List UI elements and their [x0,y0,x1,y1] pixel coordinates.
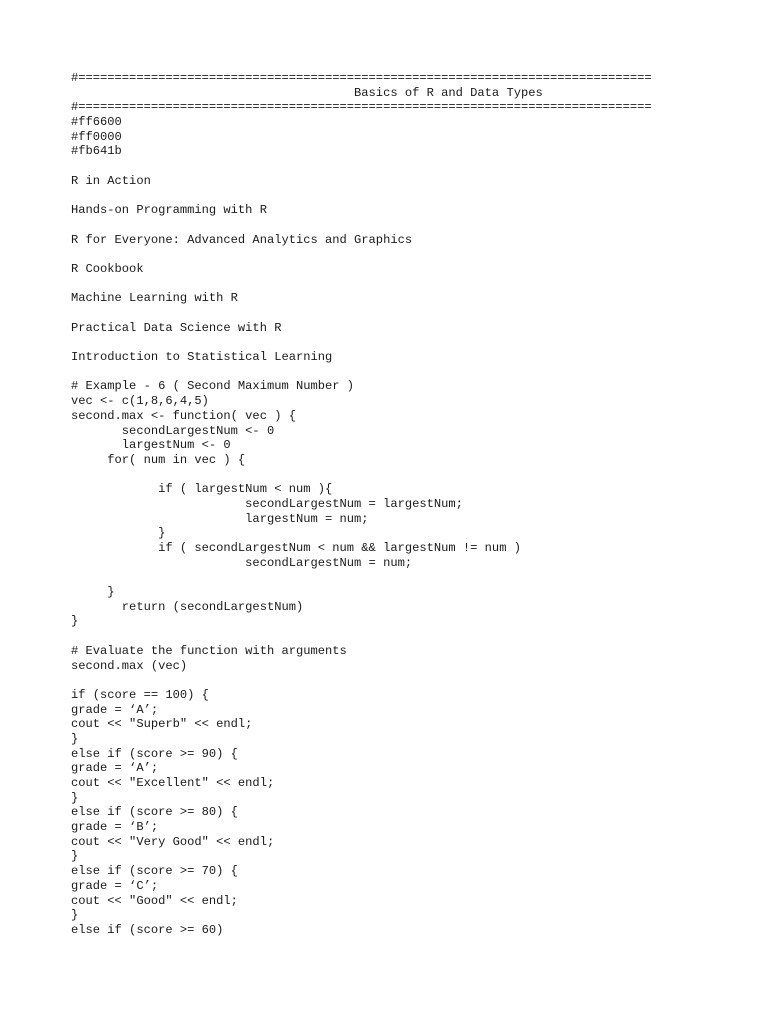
code-line: else if (score >= 90) { [71,746,238,761]
code-line: #fb641b [71,144,122,159]
code-line: grade = ‘A’; [71,761,159,776]
code-line [71,335,652,350]
code-line: R in Action [71,173,151,188]
code-line: grade = ‘C’; [71,878,159,893]
code-line: R Cookbook [71,261,144,276]
code-line: # Evaluate the function with arguments [71,643,347,658]
code-line [71,629,652,644]
code-line: return (secondLargestNum) [71,599,304,614]
code-line: second.max (vec) [71,658,188,673]
code-line: if (score == 100) { [71,687,209,702]
code-line: } [71,526,166,541]
code-line: grade = ‘B’; [71,820,159,835]
code-line: } [71,849,79,864]
code-line: Practical Data Science with R [71,320,282,335]
code-line: vec <- c(1,8,6,4,5) [71,394,209,409]
code-line: else if (score >= 70) { [71,864,238,879]
code-line [71,306,652,321]
code-line: } [71,908,79,923]
code-line: Introduction to Statistical Learning [71,350,333,365]
code-line: R for Everyone: Advanced Analytics and Graphics [71,232,413,247]
code-line: largestNum = num; [71,511,369,526]
code-line: #=============================================================================== [71,71,652,85]
code-line: if ( largestNum < num ){ [71,482,333,497]
code-line: cout << "Good" << endl; [71,893,238,908]
code-line: cout << "Excellent" << endl; [71,776,275,790]
code-line: } [71,614,79,629]
code-line [71,673,652,688]
code-line: else if (score >= 60) [71,922,224,937]
code-line [71,189,652,204]
code-line: } [71,790,79,805]
code-line: Hands-on Programming with R [71,203,267,218]
code-line: else if (score >= 80) { [71,805,238,820]
code-line [71,365,652,380]
code-line [71,277,652,292]
code-line: Machine Learning with R [71,291,238,306]
code-line: #=============================================================================== [71,100,652,115]
code-listing [71,71,652,938]
code-line: for( num in vec ) { [71,452,246,467]
code-line: if ( secondLargestNum < num && largestNum != num ) [71,541,521,555]
code-line [71,468,652,483]
code-line: cout << "Superb" << endl; [71,717,253,732]
code-line: second.max <- function( vec ) { [71,408,296,423]
code-line [71,218,652,233]
code-line: secondLargestNum <- 0 [71,423,275,438]
code-line: #ff0000 [71,129,122,144]
code-line: #ff6600 [71,115,122,130]
code-line [71,247,652,262]
code-line: secondLargestNum = largestNum; [71,496,463,511]
code-line: Basics of R and Data Types [71,85,543,100]
code-line: } [71,731,79,746]
code-line: grade = ‘A’; [71,702,159,717]
code-line: cout << "Very Good" << endl; [71,834,275,849]
code-line: } [71,585,115,600]
code-line: largestNum <- 0 [71,438,231,453]
code-line: secondLargestNum = num; [71,555,413,570]
code-line: # Example - 6 ( Second Maximum Number ) [71,379,355,394]
code-line [71,570,652,585]
code-line [71,159,652,174]
